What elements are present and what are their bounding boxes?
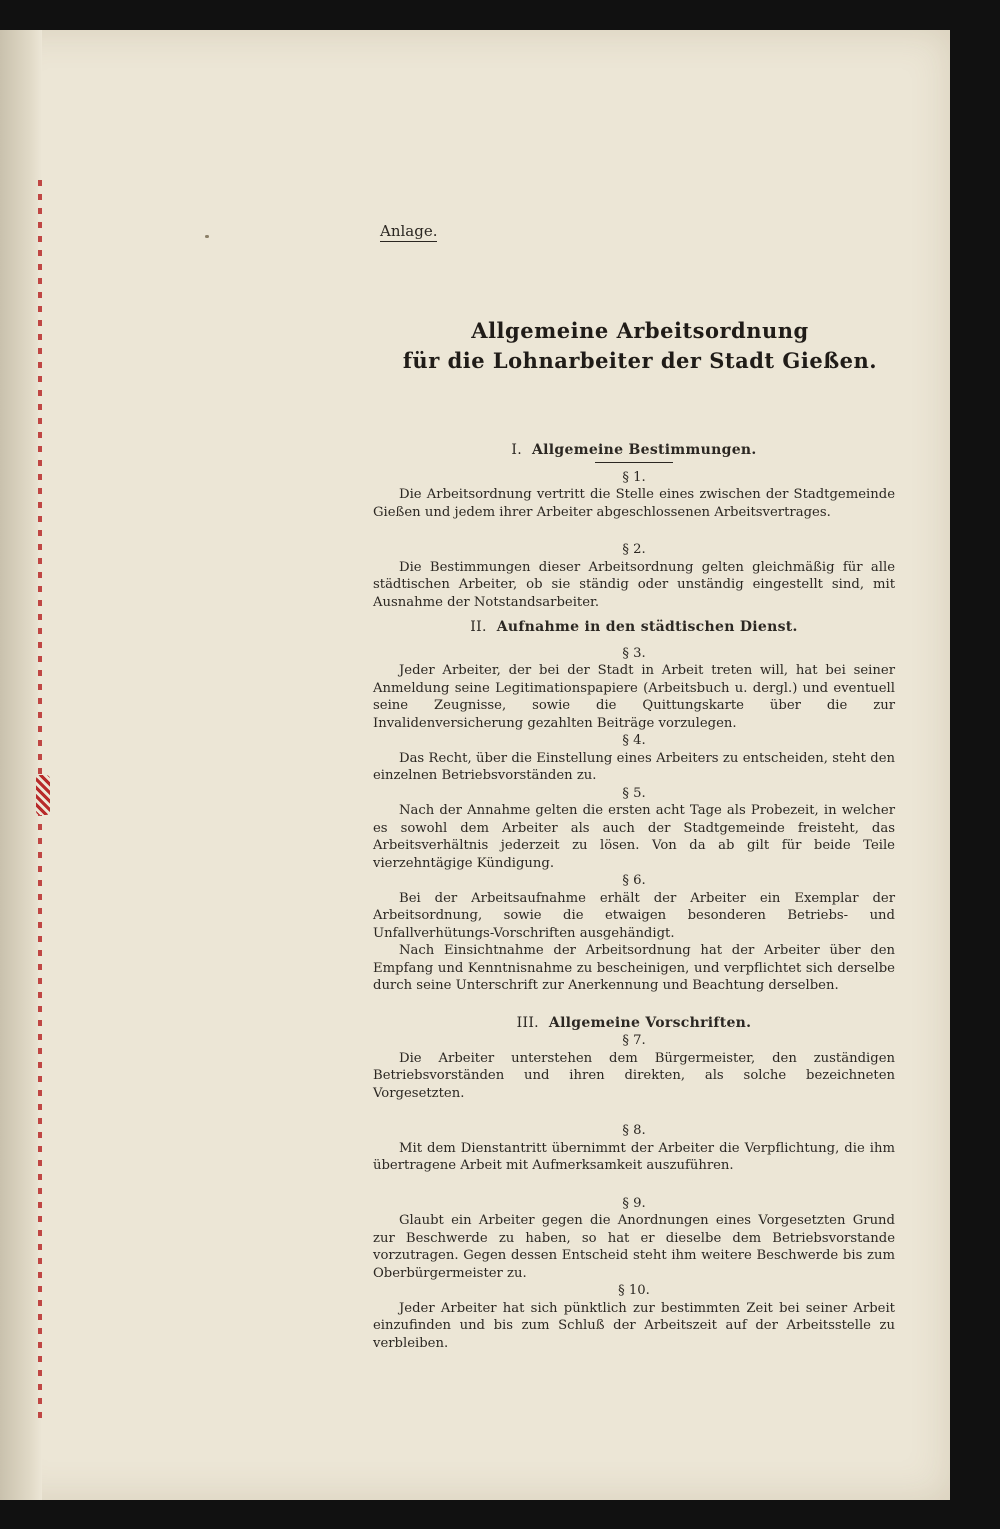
paragraph-text-10: Jeder Arbeiter hat sich pünktlich zur bestimmten Zeit bei seiner Arbeit einzufinden und bis zum Schluß der Arbeitszeit auf der Arbeitsstelle zu verbleiben. xyxy=(373,1300,895,1351)
paragraph-text-3: Jeder Arbeiter, der bei der Stadt in Arbeit treten will, hat bei seiner Anmeldung seine Legitimationspapiere (Arbeitsbuch u. dergl.) und eventuell seine Zeugnisse, sowie die Quittungskarte über die zur Invalidenversicherung gezahlten Beiträge vorzulegen. xyxy=(373,663,895,731)
paragraph-text-1: Die Arbeitsordnung vertritt die Stelle eines zwischen der Stadtgemeinde Gießen und jedem ihrer Arbeiter abgeschlossenen Arbeitsvertrages. xyxy=(373,487,895,520)
paragraph-text-5: Nach der Annahme gelten die ersten acht Tage als Probezeit, in welcher es sowohl dem Arbeiter als auch der Stadtgemeinde freisteht, das Arbeitsverhältnis jederzeit zu lösen. Von da ab gilt für beide Teile vierzehntägige Kündigung. xyxy=(373,803,895,871)
section-heading-3: III. Allgemeine Vorschriften. xyxy=(516,1014,752,1031)
paragraph-text-6b: Nach Einsichtnahme der Arbeitsordnung hat der Arbeiter über den Empfang und Kenntnisnahme zu bescheinigen, und verpflichtet sich derselbe durch seine Unterschrift zur Anerkennung und Beachtung derselben. xyxy=(373,943,895,993)
paragraph-number-4: § 4. xyxy=(622,733,646,748)
paragraph-number-2: § 2. xyxy=(622,542,646,557)
paragraph-text-8: Mit dem Dienstantritt übernimmt der Arbeiter die Verpflichtung, die ihm übertragene Arbeit mit Aufmerksamkeit auszuführen. xyxy=(373,1140,895,1173)
section-heading-1: I. Allgemeine Bestimmungen. xyxy=(511,442,757,458)
paragraph-number-10: § 10. xyxy=(618,1283,650,1298)
paragraph-text-6: Bei der Arbeitsaufnahme erhält der Arbeiter ein Exemplar der Arbeitsordnung, sowie die etwaigen besonderen Betriebs- und Unfallverhütungs-Vorschriften ausgehändigt. xyxy=(373,890,895,941)
paragraph-number-7: § 7. xyxy=(622,1033,646,1048)
binding-thread-knot xyxy=(36,775,50,815)
paragraph-number-9: § 9. xyxy=(622,1195,646,1211)
paragraph-number-1: § 1. xyxy=(622,469,646,485)
paragraph-text-4: Das Recht, über die Einstellung eines Arbeiters zu entscheiden, steht den einzelnen Betriebsvorständen zu. xyxy=(373,750,895,783)
paragraph-text-2: Die Bestimmungen dieser Arbeitsordnung gelten gleichmäßig für alle städtischen Arbeiter, ob sie ständig oder unständig eingestellt sind, mit Ausnahme der Notstandsarbeiter. xyxy=(373,559,895,610)
document-body xyxy=(373,442,895,1352)
paragraph-number-8: § 8. xyxy=(622,1123,646,1138)
document-title xyxy=(380,316,900,376)
paragraph-number-5: § 5. xyxy=(622,785,646,801)
paper-spot xyxy=(205,235,209,238)
title-line-1: Allgemeine Arbeitsordnung xyxy=(471,318,809,343)
paragraph-number-3: § 3. xyxy=(622,645,646,661)
section-heading-2: II. Aufnahme in den städtischen Dienst. xyxy=(470,619,798,635)
section-rule xyxy=(595,462,673,463)
paragraph-text-7: Die Arbeiter unterstehen dem Bürgermeister, den zuständigen Betriebsvorständen und ihren direkten, als solche bezeichneten Vorgesetzten. xyxy=(373,1050,895,1101)
paragraph-number-6: § 6. xyxy=(622,873,646,888)
annex-label: Anlage. xyxy=(380,222,438,240)
title-line-2: für die Lohnarbeiter der Stadt Gießen. xyxy=(402,348,878,373)
page-spine xyxy=(0,30,42,1500)
paragraph-text-9: Glaubt ein Arbeiter gegen die Anordnungen eines Vorgesetzten Grund zur Beschwerde zu haben, so hat er dieselbe dem Betriebsvorstande vorzutragen. Gegen dessen Entscheid steht ihm weitere Beschwerde bis zum Oberbürgermeister zu. xyxy=(373,1213,895,1281)
